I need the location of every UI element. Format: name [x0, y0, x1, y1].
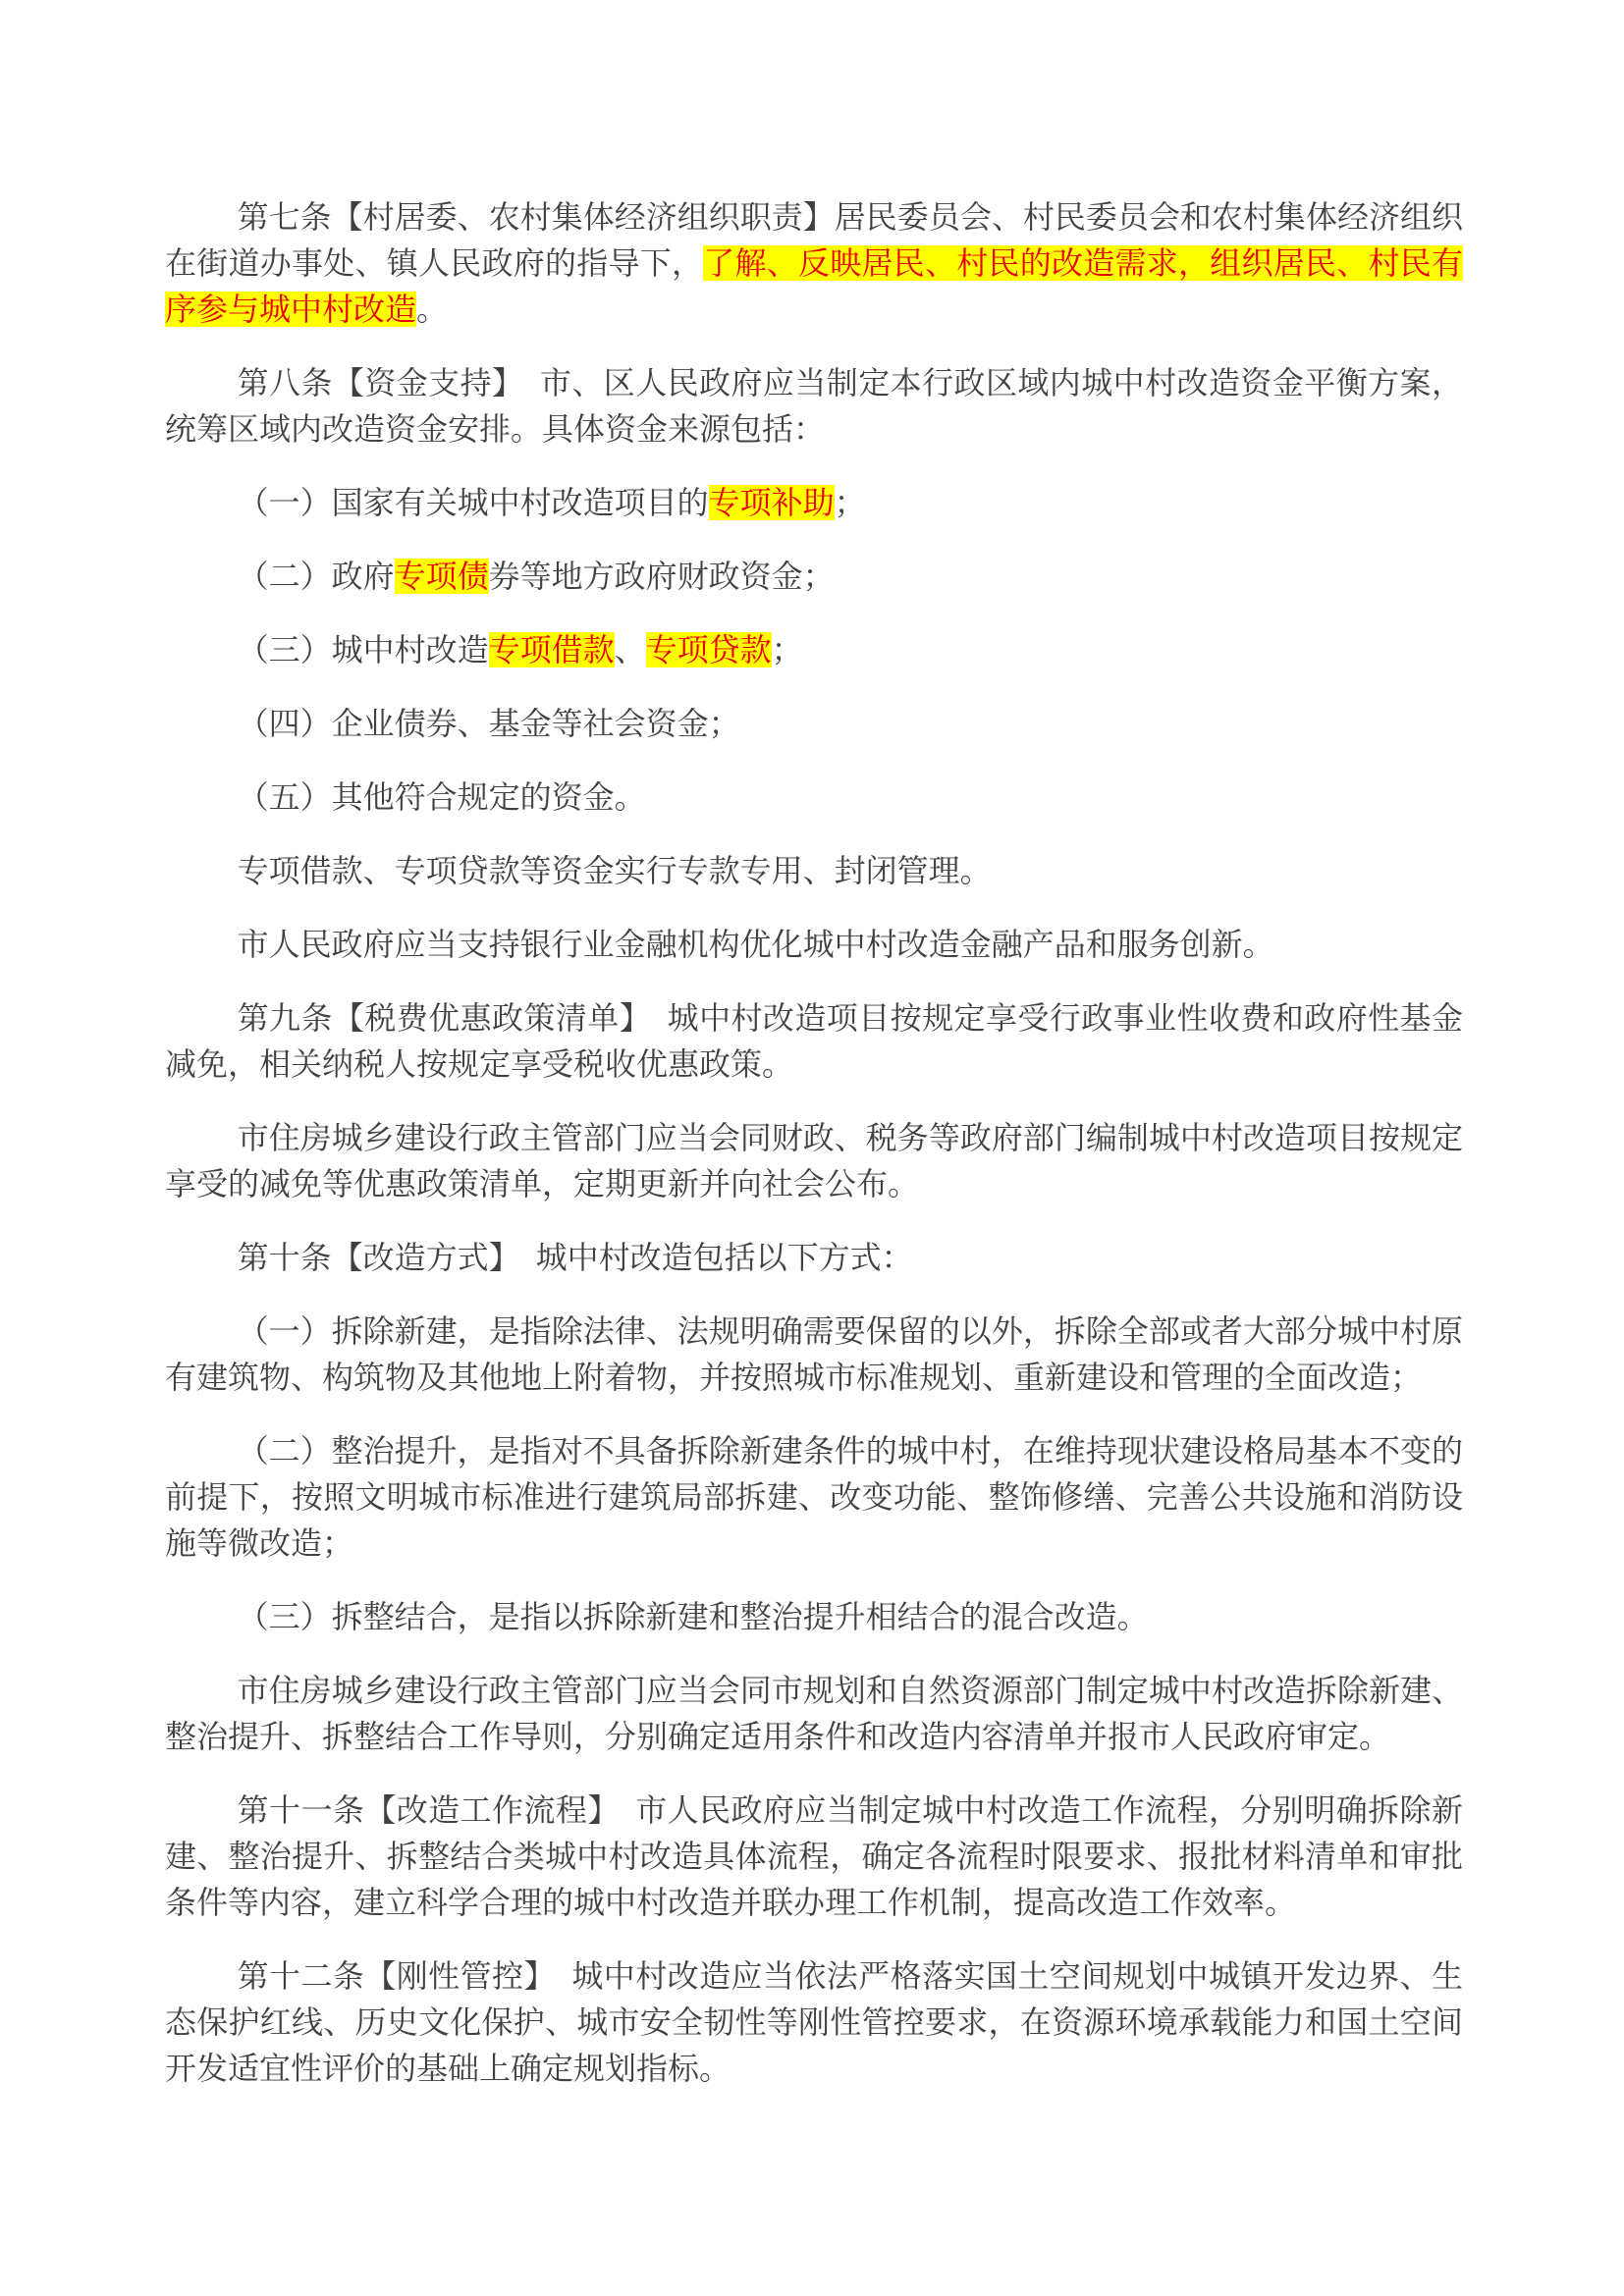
text-run: 市人民政府应当支持银行业金融机构优化城中村改造金融产品和服务创新。	[237, 927, 1274, 962]
text-run: 。	[416, 292, 449, 327]
funding-item-3	[165, 627, 1463, 673]
text-run: （二）整治提升，是指对不具备拆除新建条件的城中村，在维持现状建设格局基本不变的前提下，按照文明城市标准进行建筑局部拆建、改变功能、整饰修缮、完善公共设施和消防设施等微改造；	[165, 1433, 1463, 1561]
article-11-paragraph	[165, 1788, 1463, 1926]
text-run: （三）城中村改造	[237, 632, 489, 667]
highlighted-text-run: 专项债	[394, 559, 489, 594]
work-guidelines-paragraph	[165, 1668, 1463, 1760]
article-10-paragraph	[165, 1235, 1463, 1281]
article-9-paragraph	[165, 995, 1463, 1088]
text-run: ；	[834, 485, 866, 520]
financial-innovation-paragraph	[165, 922, 1463, 968]
highlighted-text-run: 专项借款	[488, 632, 615, 667]
article-12-paragraph	[165, 1953, 1463, 2092]
document-content	[165, 194, 1463, 2092]
article-7-paragraph	[165, 194, 1463, 333]
text-run: 市住房城乡建设行政主管部门应当会同财政、税务等政府部门编制城中村改造项目按规定享受的减免等优惠政策清单，定期更新并向社会公布。	[165, 1120, 1463, 1201]
text-run: （五）其他符合规定的资金。	[237, 779, 646, 815]
funding-item-1	[165, 480, 1463, 526]
text-run: （四）企业债券、基金等社会资金；	[237, 706, 740, 741]
highlighted-text-run: 了解、反映居民、村民的改造需求，组织居民、村民有序参与城中村改造	[165, 245, 1463, 327]
text-run: 第七条【村居委、农村集体经济组织职责】居民委员会、村民委员会和农村集体经济组织在街道办事处、镇人民政府的指导下，	[165, 199, 1463, 281]
text-run: 第十二条【刚性管控】 城中村改造应当依法严格落实国土空间规划中城镇开发边界、生态保护红线、历史文化保护、城市安全韧性等刚性管控要求，在资源环境承载能力和国土空间开发适宜性评价的基础上确定规划指标。	[165, 1958, 1463, 2086]
method-item-3	[165, 1594, 1463, 1640]
highlighted-text-run: 专项贷款	[645, 632, 772, 667]
text-run: 、	[614, 632, 646, 667]
text-run: （二）政府	[237, 559, 395, 594]
text-run: （一）拆除新建，是指除法律、法规明确需要保留的以外，拆除全部或者大部分城中村原有建筑物、构筑物及其他地上附着物，并按照城市标准规划、重新建设和管理的全面改造；	[165, 1313, 1463, 1395]
text-run: 第八条【资金支持】 市、区人民政府应当制定本行政区域内城中村改造资金平衡方案，统筹区域内改造资金安排。具体资金来源包括：	[165, 365, 1463, 447]
highlighted-text-run: 专项补助	[708, 485, 835, 520]
text-run: 第十条【改造方式】 城中村改造包括以下方式：	[237, 1240, 913, 1275]
policy-list-paragraph	[165, 1115, 1463, 1207]
method-item-1	[165, 1308, 1463, 1401]
method-item-2	[165, 1428, 1463, 1567]
funding-item-2	[165, 554, 1463, 600]
text-run: 专项借款、专项贷款等资金实行专款专用、封闭管理。	[237, 853, 992, 888]
text-run: （三）拆整结合，是指以拆除新建和整治提升相结合的混合改造。	[237, 1599, 1149, 1634]
text-run: 第十一条【改造工作流程】 市人民政府应当制定城中村改造工作流程，分别明确拆除新建、整治提升、拆整结合类城中村改造具体流程，确定各流程时限要求、报批材料清单和审批条件等内容，建立科学合理的城中村改造并联办理工作机制，提高改造工作效率。	[165, 1792, 1463, 1920]
text-run: 第九条【税费优惠政策清单】 城中村改造项目按规定享受行政事业性收费和政府性基金减免，相关纳税人按规定享受税收优惠政策。	[165, 1000, 1463, 1082]
funds-management-paragraph	[165, 848, 1463, 894]
text-run: 券等地方政府财政资金；	[488, 559, 835, 594]
text-run: （一）国家有关城中村改造项目的	[237, 485, 709, 520]
text-run: ；	[771, 632, 803, 667]
article-8-paragraph	[165, 360, 1463, 453]
funding-item-4	[165, 701, 1463, 747]
funding-item-5	[165, 774, 1463, 821]
text-run: 市住房城乡建设行政主管部门应当会同市规划和自然资源部门制定城中村改造拆除新建、整治提升、拆整结合工作导则，分别确定适用条件和改造内容清单并报市人民政府审定。	[165, 1673, 1463, 1754]
